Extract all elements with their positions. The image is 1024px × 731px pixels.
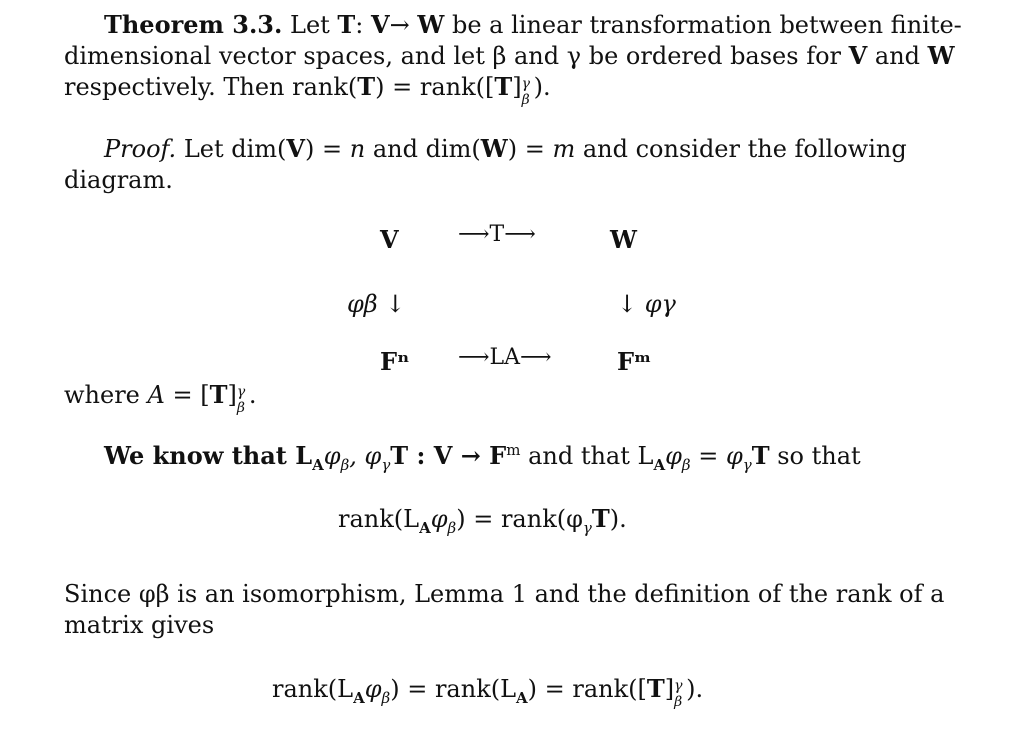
- symbol-T: T: [209, 380, 228, 409]
- equation-text: ).: [609, 505, 627, 533]
- subscript-A: A: [353, 689, 365, 707]
- where-text: ]: [227, 381, 237, 409]
- subscript-beta: β: [674, 694, 683, 710]
- equation-text: ) = rank(L: [390, 675, 517, 703]
- symbol-V: V: [371, 10, 390, 39]
- symbol-T: T: [646, 674, 665, 703]
- symbol-T: T: [591, 504, 610, 533]
- theorem-text: and: [867, 42, 928, 70]
- symbol-T: T: [494, 72, 513, 101]
- theorem-text: Let: [290, 11, 338, 39]
- superscript-gamma: γ: [236, 384, 246, 400]
- equation-text: ) = rank(φ: [456, 505, 583, 533]
- symbol-T: T: [390, 441, 409, 470]
- theorem-text: respectively. Then rank(: [64, 73, 358, 101]
- proof-text: diagram.: [64, 166, 173, 194]
- equation-2: [272, 674, 704, 710]
- equation-text: ).: [686, 675, 704, 703]
- subscript-beta: β: [521, 92, 530, 108]
- symbol-phi: φ: [665, 442, 682, 470]
- subscript-beta: β: [236, 400, 245, 416]
- superscript-gamma: γ: [674, 678, 683, 694]
- know-text: , φ: [349, 442, 382, 470]
- equation-text: rank(L: [272, 675, 354, 703]
- theorem-line-1: [104, 10, 962, 40]
- symbol-phi: φ: [323, 442, 341, 470]
- equation-text: rank(L: [338, 505, 420, 533]
- symbol-W: W: [417, 10, 445, 39]
- proof-text: and dim(: [365, 135, 481, 163]
- since-text: Since φβ is an isomorphism, Lemma 1 and the definition of the rank of a: [64, 580, 945, 608]
- where-text: where: [64, 381, 148, 409]
- symbol-W: W: [480, 134, 508, 163]
- where-text: = [: [164, 381, 210, 409]
- symbol-T: T: [751, 441, 770, 470]
- where-line: [64, 380, 257, 416]
- diagram-bottom-arrow: [458, 345, 552, 370]
- theorem-text: dimensional vector spaces, and let β and γ be ordered bases for: [64, 42, 849, 70]
- since-line-1: [64, 579, 945, 609]
- subscript-beta: β: [340, 456, 350, 474]
- symbol-T: T: [337, 10, 356, 39]
- theorem-label: Theorem 3.3.: [104, 10, 283, 39]
- symbol-m: m: [552, 135, 576, 163]
- know-text: We know that L: [104, 441, 313, 470]
- subscript-beta: β: [681, 456, 691, 474]
- know-text: so that: [769, 442, 861, 470]
- subscript-beta: β: [381, 689, 391, 707]
- subscript-gamma: γ: [742, 456, 752, 474]
- symbol-V: V: [286, 134, 306, 163]
- subscript-A: A: [312, 456, 324, 474]
- diagram-bottom-left: Fⁿ: [380, 347, 410, 376]
- theorem-text: be a linear transformation between finite-: [444, 11, 962, 39]
- equation-text: ) = rank([: [527, 675, 647, 703]
- proof-line-2: [64, 165, 173, 195]
- symbol-phi: φ: [364, 675, 382, 703]
- subscript-A: A: [653, 456, 666, 474]
- equation-text: ]: [664, 675, 675, 703]
- know-text: : V → F: [408, 441, 507, 470]
- subscript-gamma: γ: [582, 519, 592, 537]
- since-line-2: [64, 610, 214, 640]
- diagram-bottom-right: Fᵐ: [617, 347, 652, 376]
- proof-line-1: [104, 134, 907, 164]
- proof-text: ) =: [507, 135, 553, 163]
- diagram-top-right: W: [610, 225, 637, 254]
- superscript-m: m: [506, 441, 521, 459]
- symbol-A: A: [147, 381, 165, 409]
- theorem-line-3: [64, 72, 551, 108]
- where-text: .: [248, 381, 257, 409]
- theorem-text: :: [355, 11, 371, 39]
- diagram-left-down-arrow: φβ ↓: [347, 290, 406, 318]
- diagram-right-down-arrow: ↓ φγ: [617, 290, 676, 318]
- subscript-A: A: [419, 519, 431, 537]
- symbol-phi: φ: [430, 505, 448, 533]
- theorem-text: ) = rank([: [375, 73, 495, 101]
- diagram-top-left: V: [380, 225, 399, 254]
- theorem-line-2: [64, 41, 955, 71]
- arrow-T-label: ⟶T⟶: [458, 222, 536, 247]
- subscript-gamma: γ: [381, 456, 391, 474]
- equation-1: [338, 504, 627, 537]
- arrow-symbol: →: [389, 11, 410, 39]
- symbol-n: n: [349, 135, 366, 163]
- subscript-A: A: [516, 689, 528, 707]
- theorem-text: ]: [512, 73, 522, 101]
- know-line: [104, 441, 861, 474]
- proof-text: and consider the following: [575, 135, 907, 163]
- superscript-gamma: γ: [521, 76, 531, 92]
- theorem-text: ).: [533, 73, 551, 101]
- proof-text: ) =: [305, 135, 350, 163]
- symbol-T: T: [357, 72, 376, 101]
- proof-text: Let dim(: [176, 135, 287, 163]
- symbol-W: W: [927, 41, 955, 70]
- know-text: and that L: [520, 442, 654, 470]
- know-text: = φ: [690, 442, 743, 470]
- since-text: matrix gives: [64, 611, 215, 639]
- symbol-V: V: [848, 41, 868, 70]
- subscript-beta: β: [447, 519, 457, 537]
- arrow-LA-label: ⟶LA⟶: [458, 345, 552, 370]
- proof-label: Proof.: [104, 135, 177, 163]
- diagram-top-arrow: [458, 222, 536, 247]
